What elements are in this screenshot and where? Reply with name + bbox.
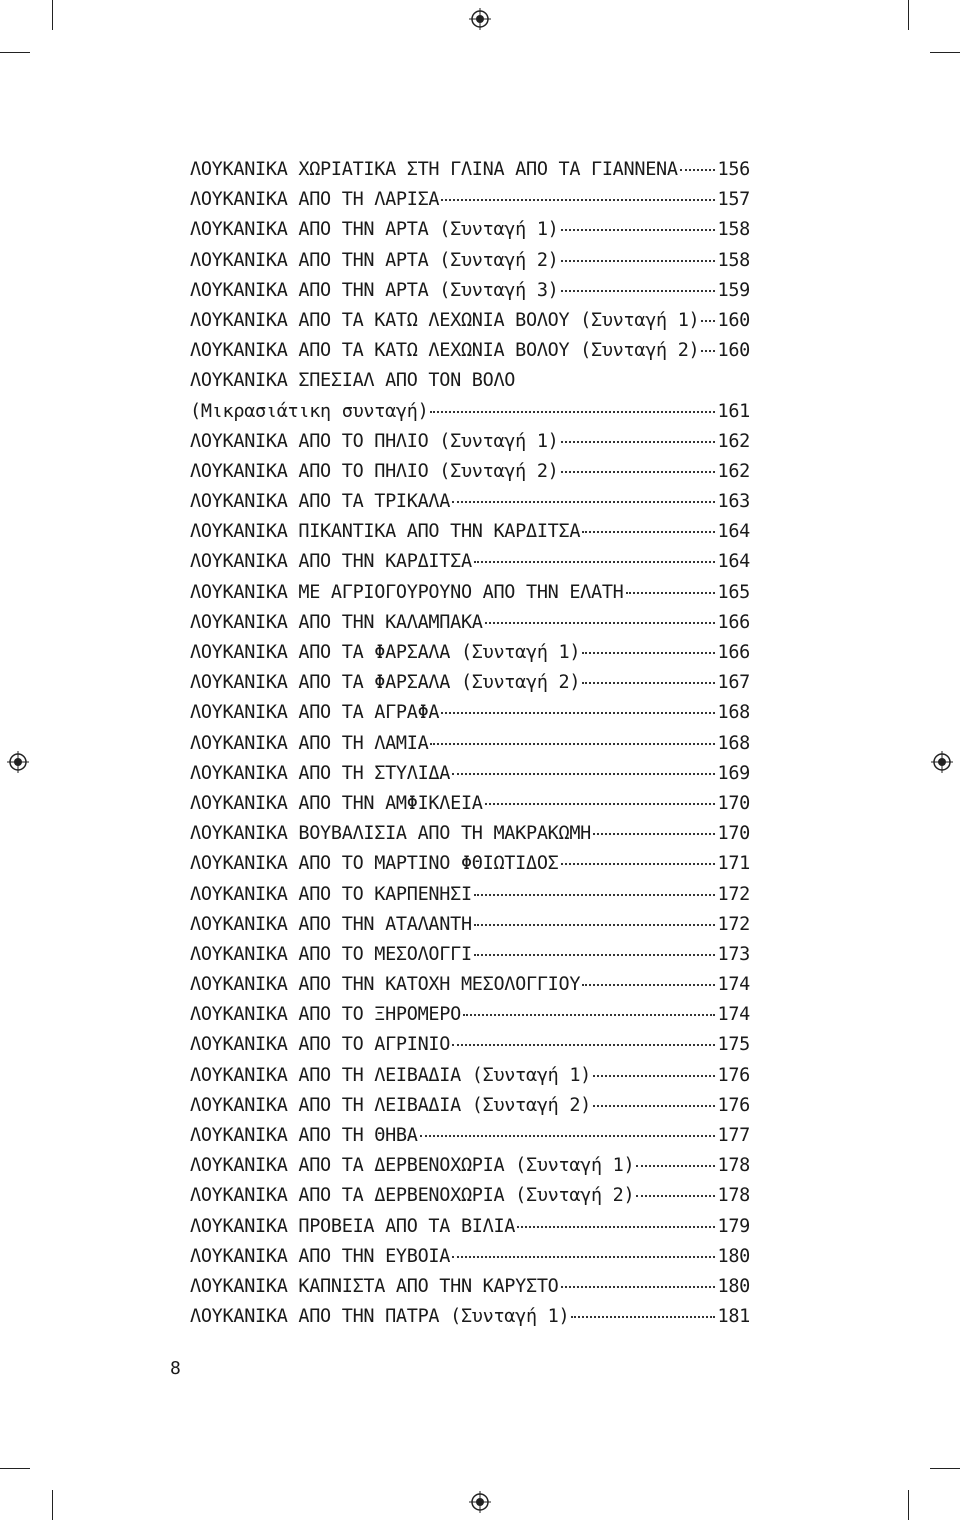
toc-entry-title: ΛΟΥΚΑΝΙΚΑ ΑΠΟ ΤΑ ΦΑΡΣΑΛΑ (Συνταγή 2) — [190, 672, 581, 694]
toc-entry[interactable] — [190, 578, 750, 608]
crop-mark-bottom-left-h — [0, 1468, 30, 1469]
toc-entry-title: ΛΟΥΚΑΝΙΚΑ ΑΠΟ ΤΗΝ ΚΑΡΔΙΤΣΑ — [190, 551, 472, 573]
toc-entry-page: 164 — [717, 551, 750, 573]
dot-leader — [571, 1316, 715, 1318]
toc-entry-page: 170 — [717, 823, 750, 845]
dot-leader — [593, 833, 715, 835]
toc-entry-title: ΛΟΥΚΑΝΙΚΑ ΑΠΟ ΤΟ ΜΕΣΟΛΟΓΓΙ — [190, 943, 472, 965]
table-of-contents — [190, 155, 750, 1332]
dot-leader — [582, 531, 715, 533]
dot-leader — [561, 441, 716, 443]
toc-entry-title: ΛΟΥΚΑΝΙΚΑ ΑΠΟ ΤΟ ΠΗΛΙΟ (Συνταγή 2) — [190, 460, 559, 482]
toc-entry-title: ΛΟΥΚΑΝΙΚΑ ΑΠΟ ΤΗΝ ΚΑΤΟΧΗ ΜΕΣΟΛΟΓΓΙΟΥ — [190, 974, 581, 996]
toc-entry-title: ΛΟΥΚΑΝΙΚΑ ΑΠΟ ΤΟ ΑΓΡΙΝΙΟ — [190, 1034, 451, 1056]
toc-entry-page: 160 — [717, 340, 750, 362]
dot-leader — [561, 863, 716, 865]
toc-entry-page: 163 — [717, 491, 750, 513]
toc-entry-page: 158 — [717, 249, 750, 271]
crop-mark-bottom-left — [52, 1490, 53, 1520]
dot-leader — [474, 954, 716, 956]
toc-entry-title: ΛΟΥΚΑΝΙΚΑ ΑΠΟ ΤΗΝ ΠΑΤΡΑ (Συνταγή 1) — [190, 1306, 570, 1328]
toc-entry-page: 178 — [717, 1155, 750, 1177]
toc-entry[interactable] — [190, 940, 750, 970]
toc-entry-title: ΛΟΥΚΑΝΙΚΑ ΑΠΟ ΤΗ ΛΑΜΙΑ — [190, 732, 429, 754]
toc-entry-title: ΛΟΥΚΑΝΙΚΑ ΑΠΟ ΤΑ ΔΕΡΒΕΝΟΧΩΡΙΑ (Συνταγή 2) — [190, 1185, 635, 1207]
toc-entry-title: ΛΟΥΚΑΝΙΚΑ ΑΠΟ ΤΗΝ ΑΤΑΛΑΝΤΗ — [190, 913, 472, 935]
dot-leader — [636, 1195, 715, 1197]
dot-leader — [561, 229, 716, 231]
toc-entry[interactable] — [190, 910, 750, 940]
dot-leader — [593, 1105, 715, 1107]
toc-entry[interactable] — [190, 155, 750, 185]
crop-mark-top-left-h — [0, 52, 30, 53]
registration-mark-left-icon — [7, 751, 29, 773]
toc-entry-title: (Μικρασιάτικη συνταγή) — [190, 400, 429, 422]
toc-entry-title: ΛΟΥΚΑΝΙΚΑ ΒΟΥΒΑΛΙΣΙΑ ΑΠΟ ΤΗ ΜΑΚΡΑΚΩΜΗ — [190, 823, 592, 845]
toc-entry[interactable] — [190, 1121, 750, 1151]
toc-entry[interactable] — [190, 306, 750, 336]
crop-mark-top-right — [908, 0, 909, 30]
toc-entry-page: 175 — [717, 1034, 750, 1056]
toc-entry[interactable] — [190, 427, 750, 457]
toc-entry-title: ΛΟΥΚΑΝΙΚΑ ΑΠΟ ΤΑ ΔΕΡΒΕΝΟΧΩΡΙΑ (Συνταγή 1) — [190, 1155, 635, 1177]
toc-entry-page: 162 — [717, 460, 750, 482]
toc-entry-title: ΛΟΥΚΑΝΙΚΑ ΣΠΕΣΙΑΛ ΑΠΟ ΤΟΝ ΒΟΛΟ — [190, 370, 516, 392]
registration-mark-bottom-icon — [469, 1491, 491, 1513]
dot-leader — [474, 924, 716, 926]
toc-entry-page: 180 — [717, 1275, 750, 1297]
toc-entry-page: 170 — [717, 792, 750, 814]
toc-entry-title: ΛΟΥΚΑΝΙΚΑ ΑΠΟ ΤΗ ΛΑΡΙΣΑ — [190, 189, 440, 211]
toc-entry[interactable] — [190, 246, 750, 276]
toc-entry-title: ΛΟΥΚΑΝΙΚΑ ΑΠΟ ΤΟ ΚΑΡΠΕΝΗΣΙ — [190, 883, 472, 905]
toc-entry[interactable] — [190, 215, 750, 245]
toc-entry-page: 176 — [717, 1064, 750, 1086]
toc-entry-page: 159 — [717, 279, 750, 301]
toc-entry-title: ΛΟΥΚΑΝΙΚΑ ΑΠΟ ΤΗ ΘΗΒΑ — [190, 1125, 418, 1146]
toc-entry-page: 168 — [717, 702, 750, 724]
dot-leader — [430, 743, 715, 745]
toc-entry[interactable] — [190, 608, 750, 638]
dot-leader — [561, 1286, 716, 1288]
dot-leader — [593, 1075, 715, 1077]
dot-leader — [463, 1014, 716, 1016]
toc-entry[interactable] — [190, 849, 750, 879]
dot-leader — [636, 1165, 715, 1167]
toc-entry[interactable] — [190, 1242, 750, 1272]
toc-entry[interactable] — [190, 1030, 750, 1060]
dot-leader — [452, 1044, 715, 1046]
registration-mark-top-icon — [469, 8, 491, 30]
dot-leader — [582, 984, 715, 986]
toc-entry-title: ΛΟΥΚΑΝΙΚΑ ΧΩΡΙΑΤΙΚΑ ΣΤΗ ΓΛΙΝΑ ΑΠΟ ΤΑ ΓΙΑΝΝΕΝΑ — [190, 159, 678, 180]
toc-entry[interactable] — [190, 336, 750, 366]
toc-entry-page: 171 — [717, 853, 750, 875]
crop-mark-top-right-h — [930, 52, 960, 53]
toc-entry-page: 166 — [717, 642, 750, 663]
dot-leader — [561, 290, 716, 292]
toc-entry-title: ΛΟΥΚΑΝΙΚΑ ΑΠΟ ΤΗ ΛΕΙΒΑΔΙΑ (Συνταγή 2) — [190, 1094, 592, 1116]
toc-entry-page: 180 — [717, 1245, 750, 1267]
toc-entry[interactable] — [190, 759, 750, 789]
toc-entry[interactable] — [190, 366, 750, 396]
dot-leader — [420, 1135, 716, 1137]
dot-leader — [485, 803, 716, 805]
toc-entry-title: ΛΟΥΚΑΝΙΚΑ ΑΠΟ ΤΟ ΜΑΡΤΙΝΟ ΦΘΙΩΤΙΔΟΣ — [190, 853, 559, 875]
toc-entry-title: ΛΟΥΚΑΝΙΚΑ ΜΕ ΑΓΡΙΟΓΟΥΡΟΥΝΟ ΑΠΟ ΤΗΝ ΕΛΑΤΗ — [190, 581, 624, 603]
dot-leader — [582, 682, 715, 684]
toc-entry[interactable] — [190, 1302, 750, 1332]
toc-entry-page: 173 — [717, 943, 750, 965]
toc-entry[interactable] — [190, 1061, 750, 1091]
toc-entry[interactable] — [190, 1091, 750, 1121]
toc-entry-title: ΛΟΥΚΑΝΙΚΑ ΑΠΟ ΤΗ ΛΕΙΒΑΔΙΑ (Συνταγή 1) — [190, 1064, 592, 1086]
toc-entry-page: 162 — [717, 430, 750, 452]
toc-entry-title: ΛΟΥΚΑΝΙΚΑ ΑΠΟ ΤΗΝ ΕΥΒΟΙΑ — [190, 1245, 451, 1267]
toc-entry-page: 174 — [717, 974, 750, 996]
toc-entry[interactable] — [190, 185, 750, 215]
toc-entry-title: ΛΟΥΚΑΝΙΚΑ ΑΠΟ ΤΗΝ ΑΡΤΑ (Συνταγή 2) — [190, 249, 559, 271]
toc-entry-title: ΛΟΥΚΑΝΙΚΑ ΑΠΟ ΤΟ ΠΗΛΙΟ (Συνταγή 1) — [190, 430, 559, 452]
dot-leader — [441, 712, 715, 714]
toc-entry[interactable] — [190, 457, 750, 487]
toc-entry-page: 176 — [717, 1094, 750, 1116]
toc-entry-title: ΛΟΥΚΑΝΙΚΑ ΑΠΟ ΤΑ ΚΑΤΩ ΛΕΧΩΝΙΑ ΒΟΛΟΥ (Συνταγή 1) — [190, 309, 700, 331]
toc-entry[interactable] — [190, 1000, 750, 1030]
toc-entry-page: 158 — [717, 219, 750, 241]
toc-entry-page: 157 — [717, 189, 750, 211]
dot-leader — [517, 1226, 715, 1228]
toc-entry-title: ΛΟΥΚΑΝΙΚΑ ΑΠΟ ΤΗΝ ΚΑΛΑΜΠΑΚΑ — [190, 611, 483, 633]
toc-entry-title: ΛΟΥΚΑΝΙΚΑ ΠΡΟΒΕΙΑ ΑΠΟ ΤΑ ΒΙΛΙΑ — [190, 1215, 516, 1237]
toc-entry[interactable] — [190, 970, 750, 1000]
dot-leader — [452, 501, 715, 503]
toc-entry-page: 167 — [717, 672, 750, 694]
toc-entry-title: ΛΟΥΚΑΝΙΚΑ ΑΠΟ ΤΟ ΞΗΡΟΜΕΡΟ — [190, 1004, 461, 1026]
toc-entry-page: 161 — [717, 400, 750, 422]
toc-entry-title: ΛΟΥΚΑΝΙΚΑ ΑΠΟ ΤΗΝ ΑΡΤΑ (Συνταγή 1) — [190, 219, 559, 241]
toc-entry[interactable] — [190, 1212, 750, 1242]
toc-entry-page: 164 — [717, 521, 750, 543]
toc-entry-page: 181 — [717, 1306, 750, 1328]
toc-entry-title: ΛΟΥΚΑΝΙΚΑ ΑΠΟ ΤΗΝ ΑΡΤΑ (Συνταγή 3) — [190, 279, 559, 301]
dot-leader — [626, 592, 716, 594]
toc-entry-page: 172 — [717, 883, 750, 905]
toc-entry-page: 169 — [717, 762, 750, 784]
toc-entry[interactable] — [190, 729, 750, 759]
toc-entry-page: 166 — [717, 611, 750, 633]
toc-entry[interactable] — [190, 1181, 750, 1211]
toc-entry-page: 160 — [717, 309, 750, 331]
toc-entry-page: 165 — [717, 581, 750, 603]
dot-leader — [441, 199, 715, 201]
toc-entry-page: 174 — [717, 1004, 750, 1026]
page-number: 8 — [170, 1358, 181, 1379]
toc-entry[interactable] — [190, 276, 750, 306]
toc-entry-page: 168 — [717, 732, 750, 754]
toc-entry-title: ΛΟΥΚΑΝΙΚΑ ΑΠΟ ΤΗ ΣΤΥΛΙΔΑ — [190, 762, 451, 784]
toc-entry[interactable] — [190, 1151, 750, 1181]
toc-entry-page: 172 — [717, 913, 750, 935]
dot-leader — [474, 561, 716, 563]
dot-leader — [430, 411, 715, 413]
toc-entry-title: ΛΟΥΚΑΝΙΚΑ ΑΠΟ ΤΑ ΦΑΡΣΑΛΑ (Συνταγή 1) — [190, 642, 581, 663]
toc-entry-title: ΛΟΥΚΑΝΙΚΑ ΑΠΟ ΤΑ ΑΓΡΑΦΑ — [190, 702, 440, 724]
dot-leader — [582, 652, 715, 654]
toc-entry-page: 156 — [717, 159, 750, 180]
toc-entry[interactable] — [190, 1272, 750, 1302]
toc-entry[interactable] — [190, 638, 750, 668]
dot-leader — [701, 320, 715, 322]
crop-mark-bottom-right-h — [930, 1468, 960, 1469]
toc-entry-title: ΛΟΥΚΑΝΙΚΑ ΑΠΟ ΤΑ ΚΑΤΩ ΛΕΧΩΝΙΑ ΒΟΛΟΥ (Συνταγή 2) — [190, 340, 700, 362]
dot-leader — [485, 622, 716, 624]
dot-leader — [680, 169, 716, 171]
toc-entry[interactable] — [190, 668, 750, 698]
toc-entry[interactable] — [190, 397, 750, 427]
dot-leader — [452, 773, 715, 775]
toc-entry[interactable] — [190, 880, 750, 910]
toc-entry[interactable] — [190, 698, 750, 728]
dot-leader — [452, 1256, 715, 1258]
toc-entry-page: 178 — [717, 1185, 750, 1207]
dot-leader — [474, 894, 716, 896]
dot-leader — [701, 350, 715, 352]
toc-entry-page: 177 — [717, 1125, 750, 1146]
toc-entry-title: ΛΟΥΚΑΝΙΚΑ ΑΠΟ ΤΗΝ ΑΜΦΙΚΛΕΙΑ — [190, 792, 483, 814]
toc-entry-title: ΛΟΥΚΑΝΙΚΑ ΑΠΟ ΤΑ ΤΡΙΚΑΛΑ — [190, 491, 451, 513]
registration-mark-right-icon — [931, 751, 953, 773]
toc-entry[interactable] — [190, 487, 750, 517]
toc-entry-title: ΛΟΥΚΑΝΙΚΑ ΚΑΠΝΙΣΤΑ ΑΠΟ ΤΗΝ ΚΑΡΥΣΤΟ — [190, 1275, 559, 1297]
toc-entry[interactable] — [190, 517, 750, 547]
toc-entry-page: 179 — [717, 1215, 750, 1237]
dot-leader — [561, 260, 716, 262]
toc-entry[interactable] — [190, 789, 750, 819]
crop-mark-bottom-right — [908, 1490, 909, 1520]
dot-leader — [561, 471, 716, 473]
toc-entry[interactable] — [190, 819, 750, 849]
toc-entry-title: ΛΟΥΚΑΝΙΚΑ ΠΙΚΑΝΤΙΚΑ ΑΠΟ ΤΗΝ ΚΑΡΔΙΤΣΑ — [190, 521, 581, 543]
toc-entry[interactable] — [190, 547, 750, 577]
crop-mark-top-left — [52, 0, 53, 30]
